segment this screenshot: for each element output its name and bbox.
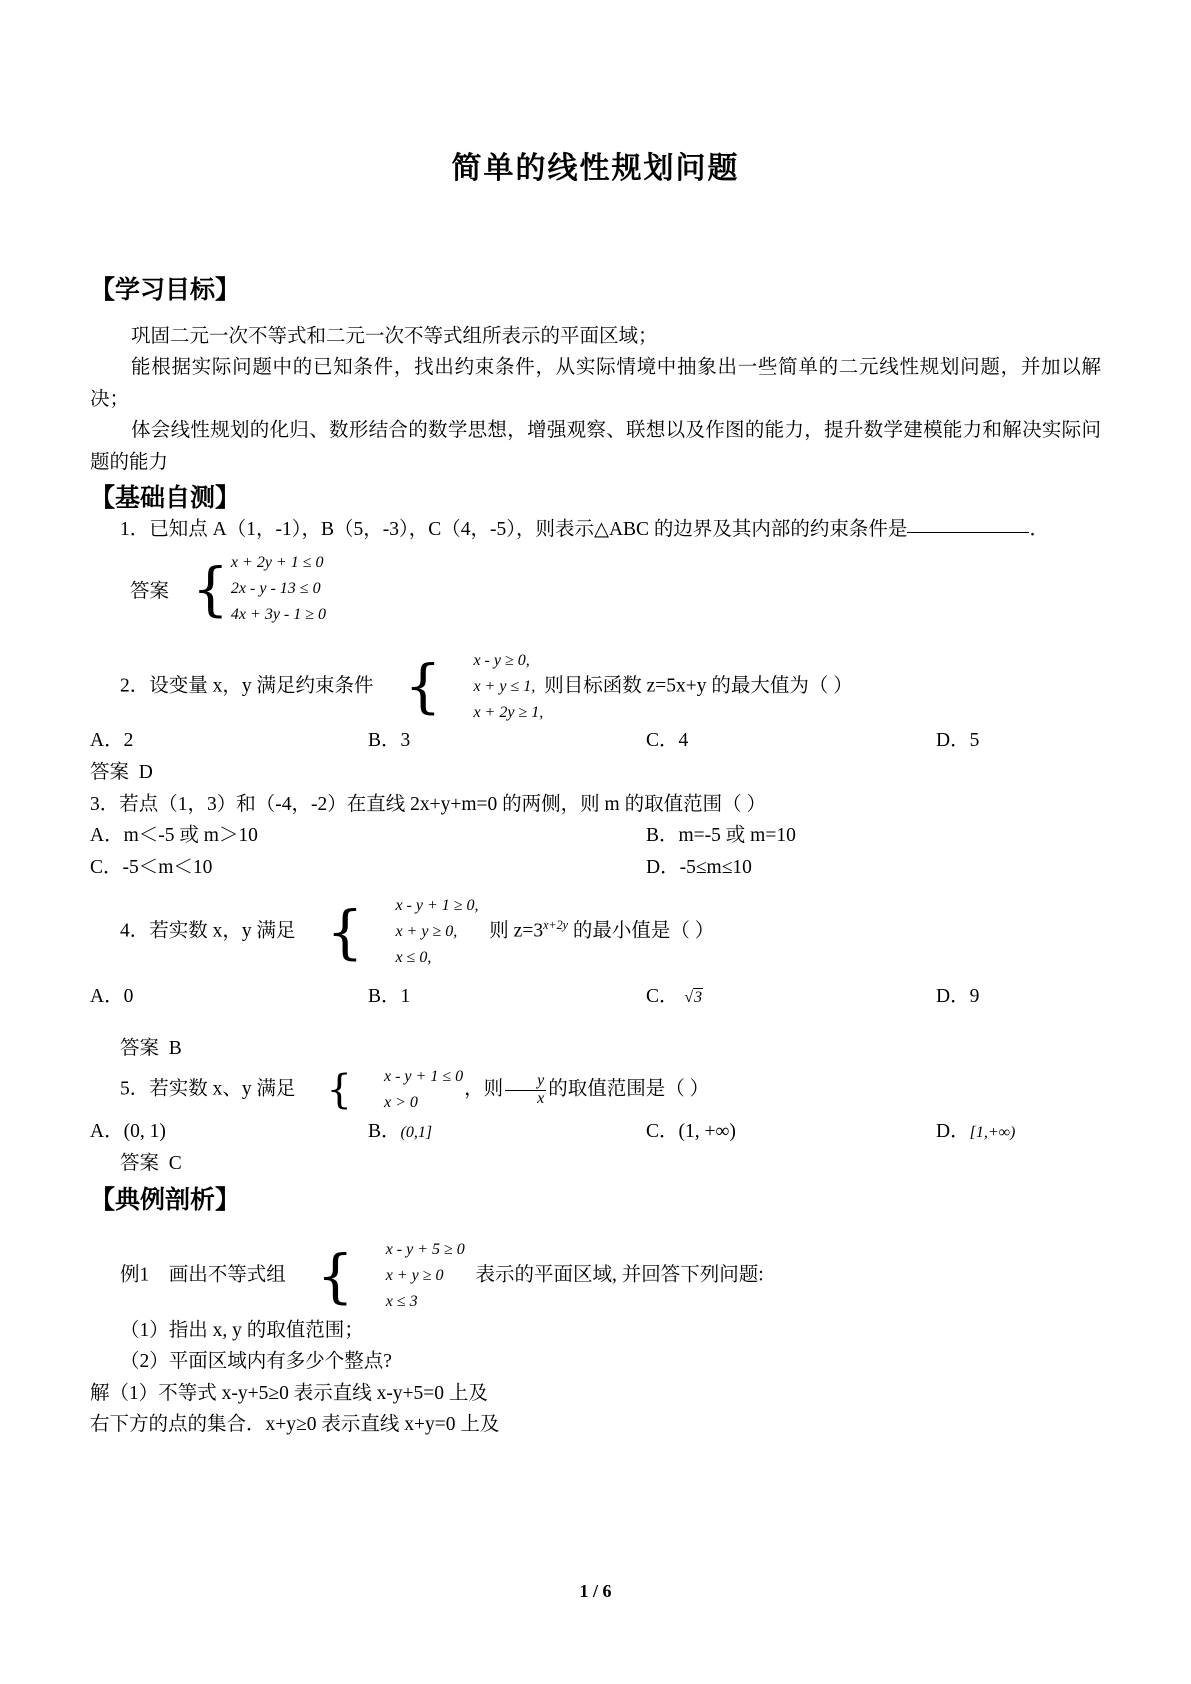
question-1 bbox=[90, 514, 1101, 546]
system-row: x - y + 1 ≥ 0, bbox=[395, 897, 479, 915]
system-row: x + 2y + 1 ≤ 0 bbox=[230, 553, 324, 571]
option-b-label: B． bbox=[368, 1120, 401, 1142]
question-2-number: 2． bbox=[120, 675, 150, 697]
question-4-system bbox=[297, 893, 479, 971]
question-2-stem-suffix: 则目标函数 z=5x+y 的最大值为（ ） bbox=[544, 675, 853, 697]
option-b[interactable]: B．m=-5 或 m=10 bbox=[646, 825, 796, 847]
question-3-text: 若点（1，3）和（-4，-2）在直线 2x+y+m=0 的两侧，则 m 的取值范围（ ） bbox=[119, 793, 766, 815]
option-d[interactable]: D．-5≤m≤10 bbox=[646, 856, 752, 878]
question-3-options-row1 bbox=[90, 820, 1101, 852]
section-heading-basic-test: 【基础自测】 bbox=[90, 482, 241, 512]
fraction-denominator: x bbox=[537, 1089, 545, 1107]
system-row: x > 0 bbox=[383, 1094, 418, 1112]
system-row: x ≤ 3 bbox=[385, 1292, 418, 1310]
question-4-options bbox=[90, 981, 1101, 1013]
example-1-subquestion-2: （2）平面区域内有多少个整点? bbox=[120, 1351, 392, 1373]
learning-goal-item: 体会线性规划的化归、数形结合的数学思想，增强观察、联想以及作图的能力，提升数学建模能力和解决实际问题的能力 bbox=[90, 420, 1101, 474]
system-row: x - y + 5 ≥ 0 bbox=[385, 1240, 465, 1258]
question-4-exponent: x+2y bbox=[543, 918, 568, 933]
left-brace-icon: { bbox=[192, 554, 229, 623]
option-c[interactable]: C．4 bbox=[646, 730, 689, 752]
question-4 bbox=[90, 893, 1101, 971]
question-1-number: 1． bbox=[120, 519, 150, 541]
question-3-options-row2 bbox=[90, 852, 1101, 884]
question-1-text: 已知点 A（1，-1），B（5，-3），C（4，-5），则表示△ABC 的边界及其内部的约束条件是 bbox=[149, 519, 908, 541]
option-b[interactable]: B．1 bbox=[368, 986, 411, 1008]
option-d[interactable]: D．9 bbox=[936, 986, 980, 1008]
system-row: x + y ≥ 0, bbox=[395, 923, 458, 941]
example-1-label: 例1 bbox=[120, 1264, 150, 1286]
option-c[interactable]: C．(1, +∞) bbox=[646, 1120, 736, 1142]
system-row: x - y ≥ 0, bbox=[473, 651, 530, 669]
option-a[interactable]: A．0 bbox=[90, 986, 134, 1008]
system-row: 2x - y - 13 ≤ 0 bbox=[230, 579, 321, 597]
answer-label: 答案 bbox=[120, 1152, 160, 1174]
question-2 bbox=[90, 648, 1101, 726]
question-2-options bbox=[90, 725, 1101, 757]
question-2-stem-prefix: 设变量 x，y 满足约束条件 bbox=[149, 675, 374, 697]
example-1-system bbox=[287, 1237, 465, 1315]
question-5-number: 5． bbox=[120, 1078, 150, 1100]
page-number: 1 / 6 bbox=[579, 1581, 612, 1601]
system-row: x + y ≥ 0 bbox=[385, 1266, 444, 1284]
answer-value: D bbox=[138, 761, 153, 783]
option-b[interactable]: B．3 bbox=[368, 730, 411, 752]
question-5-options bbox=[90, 1116, 1101, 1148]
question-2-system bbox=[375, 648, 544, 726]
option-d[interactable] bbox=[936, 1116, 1086, 1148]
option-c[interactable] bbox=[646, 981, 936, 1013]
sqrt-radicand: 3 bbox=[694, 989, 703, 1007]
option-d-label: D． bbox=[936, 1120, 970, 1142]
question-4-stem-post: 的最小值是（ ） bbox=[568, 920, 715, 942]
option-b[interactable] bbox=[368, 1116, 646, 1148]
option-b-interval: (0,1] bbox=[400, 1123, 433, 1141]
answer-label: 答案 bbox=[130, 580, 170, 602]
option-a[interactable]: A．m＜-5 或 m＞10 bbox=[90, 825, 258, 847]
left-brace-icon: { bbox=[316, 1241, 354, 1310]
question-3-number: 3． bbox=[90, 793, 120, 815]
system-row: x ≤ 0, bbox=[395, 949, 432, 967]
page-title: 简单的线性规划问题 bbox=[451, 151, 740, 186]
answer-label: 答案 bbox=[120, 1037, 160, 1059]
example-1 bbox=[90, 1237, 1101, 1315]
system-row: x + y ≤ 1, bbox=[473, 677, 536, 695]
answer-value: B bbox=[168, 1037, 182, 1059]
option-c[interactable]: C．-5＜m＜10 bbox=[90, 856, 213, 878]
system-row: 4x + 3y - 1 ≥ 0 bbox=[230, 605, 327, 623]
section-heading-learning-goals: 【学习目标】 bbox=[90, 275, 241, 304]
left-brace-icon: { bbox=[404, 652, 442, 721]
fraction-y-over-x bbox=[505, 1073, 546, 1108]
question-5-system bbox=[297, 1064, 464, 1116]
question-4-answer bbox=[90, 1033, 1101, 1065]
option-d[interactable]: D．5 bbox=[936, 730, 980, 752]
question-1-answer bbox=[90, 550, 1101, 628]
learning-goal-item: 巩固二元一次不等式和二元一次不等式组所表示的平面区域； bbox=[131, 325, 658, 347]
example-1-prefix: 画出不等式组 bbox=[168, 1264, 286, 1286]
question-1-answer-system bbox=[192, 550, 326, 628]
question-5-stem-prefix: 若实数 x、y 满足 bbox=[149, 1078, 296, 1100]
question-4-stem-pre: 则 z=3 bbox=[489, 920, 544, 942]
option-d-interval: [1,+∞) bbox=[969, 1123, 1016, 1141]
section-heading-example-analysis: 【典例剖析】 bbox=[90, 1185, 241, 1215]
example-1-solution-line-2: 右下方的点的集合．x+y≥0 表示直线 x+y=0 上及 bbox=[90, 1414, 500, 1436]
system-row: x - y + 1 ≤ 0 bbox=[383, 1068, 464, 1086]
question-3 bbox=[90, 789, 1101, 821]
sqrt-icon: √3 bbox=[684, 989, 703, 1007]
answer-label: 答案 bbox=[90, 761, 130, 783]
option-a[interactable]: A．2 bbox=[90, 730, 134, 752]
option-c-label: C． bbox=[646, 986, 679, 1008]
left-brace-icon: { bbox=[326, 1067, 352, 1114]
example-1-subquestion-1: （1）指出 x, y 的取值范围； bbox=[120, 1319, 364, 1341]
question-5 bbox=[90, 1064, 1101, 1116]
question-5-stem-suffix: 的取值范围是（ ） bbox=[548, 1078, 710, 1100]
learning-goal-item: 能根据实际问题中的已知条件，找出约束条件，从实际情境中抽象出一些简单的二元线性规划问题，并加以解决； bbox=[90, 357, 1101, 410]
answer-value: C bbox=[168, 1152, 182, 1174]
question-1-blank[interactable] bbox=[907, 532, 1029, 533]
left-brace-icon: { bbox=[326, 898, 364, 967]
example-1-solution-line-1: 解（1）不等式 x-y+5≥0 表示直线 x-y+5=0 上及 bbox=[90, 1382, 488, 1404]
system-row: x + 2y ≥ 1, bbox=[473, 703, 544, 721]
question-4-number: 4． bbox=[120, 920, 150, 942]
learning-goals-list bbox=[90, 321, 1101, 479]
question-1-period: ． bbox=[1029, 519, 1049, 541]
question-4-stem-prefix: 若实数 x，y 满足 bbox=[149, 920, 296, 942]
question-5-stem-pre: ，则 bbox=[464, 1078, 504, 1100]
example-1-suffix: 表示的平面区域, 并回答下列问题: bbox=[475, 1264, 764, 1286]
option-a[interactable]: A．(0, 1) bbox=[90, 1120, 166, 1142]
question-2-answer bbox=[90, 757, 1101, 789]
fraction-numerator: y bbox=[505, 1073, 546, 1091]
question-5-answer bbox=[90, 1148, 1101, 1180]
